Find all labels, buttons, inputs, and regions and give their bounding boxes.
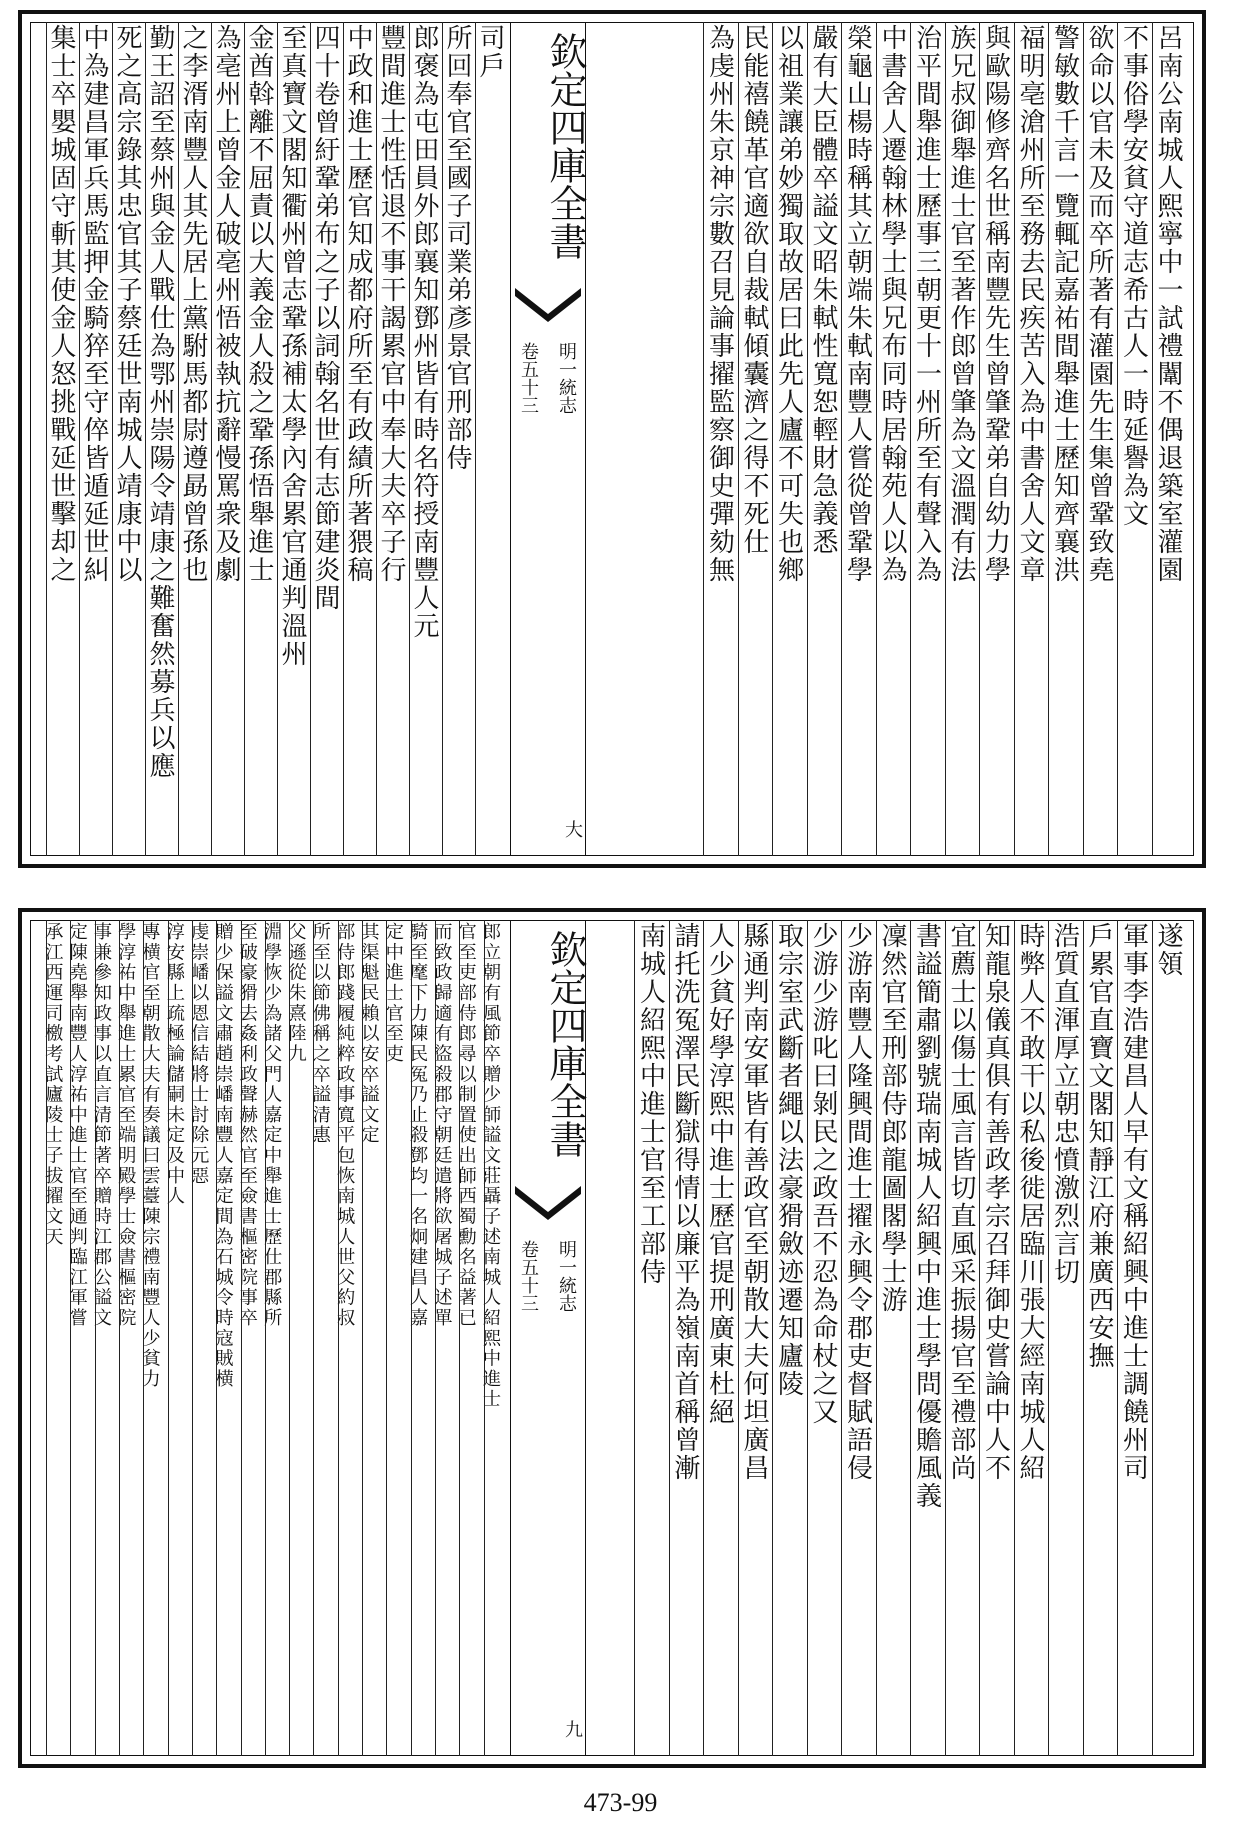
column-rule	[945, 920, 946, 1756]
column-rule	[807, 920, 808, 1756]
text-column: 父遜從朱熹陸九	[285, 922, 307, 1065]
series-title: 明一統志	[556, 1240, 577, 1312]
column-rule	[1152, 920, 1153, 1756]
text-column: 郎立朝有風節卒贈少師謚文莊聶子述南城人紹熙中進士	[479, 922, 501, 1410]
text-column: 欲命以官未及而卒所著有灌園先生集曾鞏致堯	[1084, 24, 1114, 584]
column-rule	[211, 22, 212, 856]
text-column: 承江西運司檄考試廬陵士子拔擢文天	[42, 922, 64, 1247]
text-column: 戶累官直寶文閣知靜江府兼廣西安撫	[1084, 922, 1114, 1370]
text-column: 為虔州朱京神宗數召見論事擢監察御史彈劾無	[704, 24, 735, 584]
column-rule	[192, 920, 193, 1756]
column-rule	[386, 920, 387, 1756]
column-rule	[910, 920, 911, 1756]
column-rule	[876, 22, 877, 856]
upper-book-page	[18, 10, 1206, 868]
volume-label: 卷五十三	[518, 1240, 539, 1312]
text-column: 遂領	[1153, 922, 1183, 978]
column-rule	[1152, 22, 1153, 856]
text-column: 定陳堯舉南豐人淳祐中進士官至通判臨江軍嘗	[66, 922, 88, 1329]
column-rule	[362, 920, 363, 1756]
text-column: 浩質直渾厚立朝忠憤激烈言切	[1049, 922, 1080, 1286]
column-rule	[807, 22, 808, 856]
text-column: 凜然官至刑部侍郎龍圖閣學士游	[877, 922, 907, 1314]
text-column: 虔崇嶓以恩信結將士討除元惡	[188, 922, 210, 1187]
text-column: 嚴有大臣體卒謚文昭朱軾性寬恕輕財急義悉	[808, 24, 838, 556]
column-rule	[841, 920, 842, 1756]
column-rule	[119, 920, 120, 1756]
text-column: 豐間進士性恬退不事干謁累官中奉大夫卒子行	[376, 24, 406, 584]
column-rule	[910, 22, 911, 856]
text-column: 郎褒為屯田員外郎襄知鄧州皆有時名符授南豐人元	[409, 24, 439, 640]
column-rule	[634, 920, 635, 1756]
text-column: 知龍泉儀真俱有善政孝宗召拜御史嘗論中人不	[980, 922, 1011, 1482]
text-column: 而致政歸適有盜殺郡守朝廷遣將欲屠城子述單	[431, 922, 453, 1329]
column-rule	[772, 22, 773, 856]
text-column: 縣通判南安軍皆有善政官至朝散大夫何坦廣昌	[739, 922, 769, 1482]
column-rule	[876, 920, 877, 1756]
text-column: 不事俗學安貧守道志希古人一時延譽為文	[1118, 24, 1149, 528]
text-column: 族兄叔御舉進士官至著作郎曾肇為文溫潤有法	[946, 24, 976, 584]
text-column: 中為建昌軍兵馬監押金騎猝至守倅皆遁延世糾	[79, 24, 109, 584]
text-column: 中政和進士歷官知成都府所至有政績所著猥稿	[343, 24, 373, 584]
text-column: 死之高宗錄其忠官其子蔡廷世南城人靖康中以	[112, 24, 142, 584]
text-column: 集士卒嬰城固守斬其使金人怒挑戰延世擊却之	[46, 24, 76, 584]
folio-number: 九	[562, 1720, 583, 1738]
column-rule	[277, 22, 278, 856]
text-column: 宜薦士以傷士風言皆切直風采振揚官至禮部尚	[946, 922, 976, 1482]
text-column: 呂南公南城人熙寧中一試禮闈不偶退築室灌園	[1153, 24, 1183, 584]
column-rule	[1083, 920, 1084, 1756]
series-title: 明一統志	[556, 342, 577, 414]
column-rule	[841, 22, 842, 856]
text-column: 民能禧饒革官適欲自裁軾傾囊濟之得不死仕	[739, 24, 769, 556]
text-column: 所至以節佛稱之卒謚清惠	[309, 922, 331, 1146]
text-column: 淵學恢少為諸父門人嘉定中舉進士歷仕郡縣所	[261, 922, 283, 1329]
text-column: 取宗室武斷者繩以法豪猾斂迹遷知廬陵	[773, 922, 804, 1398]
text-column: 榮龜山楊時稱其立朝端朱軾南豐人嘗從曾鞏學	[842, 24, 873, 584]
text-column: 淳安縣上疏極論儲嗣未定及中人	[163, 922, 185, 1207]
text-column: 定中進士官至吏	[382, 922, 404, 1065]
text-column: 人少貧好學淳熙中進士歷官提刑廣東杜絕	[704, 922, 735, 1426]
column-rule	[945, 22, 946, 856]
text-column: 金酋斡離不屈責以大義金人殺之鞏孫悟舉進士	[244, 24, 274, 584]
column-rule	[475, 22, 476, 856]
column-rule	[313, 920, 314, 1756]
text-column: 部侍郎踐履純粹政事寬平包恢南城人世父約叔	[334, 922, 356, 1329]
text-column: 治平間舉進士歷事三朝更十一州所至有聲入為	[911, 24, 942, 584]
text-column: 少游南豐人隆興間進士擢永興令郡吏督賦語侵	[842, 922, 873, 1482]
column-rule	[143, 920, 144, 1756]
column-rule	[168, 920, 169, 1756]
text-column: 學淳祐中舉進士累官至端明殿學士僉書樞密院	[115, 922, 137, 1329]
text-column: 事兼參知政事以直言清節著卒贈時江郡公謚文	[90, 922, 112, 1329]
text-column: 之李湑南豐人其先居上黨駙馬都尉遵勗曾孫也	[178, 24, 208, 584]
center-fold-column	[510, 22, 586, 856]
text-column: 福明亳滄州所至務去民疾苦入為中書舍人文章	[1015, 24, 1045, 584]
column-rule	[772, 920, 773, 1756]
column-rule	[738, 22, 739, 856]
text-column: 以祖業讓弟妙獨取故居曰此先人廬不可失也鄉	[773, 24, 804, 584]
volume-label: 卷五十三	[518, 342, 539, 414]
column-rule	[1117, 920, 1118, 1756]
text-column: 專横官至朝散大夫有奏議曰雲薹陳宗禮南豐人少貧力	[139, 922, 161, 1390]
text-column: 至破豪猾去姦利政聲赫然官至僉書樞密院事卒	[236, 922, 258, 1329]
text-column: 警敏數千言一覽輒記嘉祐間舉進士歷知齊襄洪	[1049, 24, 1080, 584]
text-column: 四十卷曾紆鞏弟布之子以詞翰名世有志節建炎間	[310, 24, 340, 612]
column-rule	[376, 22, 377, 856]
text-column: 南城人紹熙中進士官至工部侍	[635, 922, 666, 1286]
text-column: 中書舍人遷翰林學士與兄布同時居翰苑人以為	[877, 24, 907, 584]
column-rule	[95, 920, 96, 1756]
text-column: 至真寶文閣知衢州曾志鞏孫補太學內舍累官通判溫州	[277, 24, 307, 668]
column-rule	[46, 920, 47, 1756]
column-rule	[310, 22, 311, 856]
text-column: 少游少游叱曰剝民之政吾不忍為命杖之又	[808, 922, 838, 1426]
column-rule	[409, 22, 410, 856]
text-column: 司戶	[475, 24, 505, 80]
text-column: 為亳州上曾金人破亳州悟被執抗辭慢罵衆及劇	[211, 24, 241, 584]
column-rule	[145, 22, 146, 856]
column-rule	[1048, 920, 1049, 1756]
column-rule	[178, 22, 179, 856]
column-rule	[46, 22, 47, 856]
column-rule	[1048, 22, 1049, 856]
column-rule	[979, 22, 980, 856]
lower-book-page	[18, 908, 1206, 1768]
footer-page-number: 473-99	[583, 1788, 658, 1817]
text-column: 時弊人不敢干以私後徙居臨川張大經南城人紹	[1015, 922, 1045, 1482]
text-column: 與歐陽修齊名世稱南豐先生曾肇鞏弟自幼力學	[980, 24, 1011, 584]
column-rule	[669, 920, 670, 1756]
column-rule	[738, 920, 739, 1756]
text-column: 軍事李浩建昌人早有文稱紹興中進士調饒州司	[1118, 922, 1149, 1482]
center-fold-column	[510, 920, 586, 1756]
column-rule	[79, 22, 80, 856]
column-rule	[343, 22, 344, 856]
column-rule	[435, 920, 436, 1756]
column-rule	[1014, 22, 1015, 856]
column-rule	[241, 920, 242, 1756]
text-column: 騎至麾下力陳民冤乃止殺鄧均一名炯建昌人嘉	[407, 922, 429, 1329]
column-rule	[459, 920, 460, 1756]
column-rule	[703, 920, 704, 1756]
column-rule	[703, 22, 704, 856]
column-rule	[289, 920, 290, 1756]
column-rule	[70, 920, 71, 1756]
text-column: 所回奉官至國子司業弟彥景官刑部侍	[442, 24, 472, 472]
fish-tail-mark	[513, 284, 583, 324]
column-rule	[1117, 22, 1118, 856]
folio-number: 大	[562, 820, 583, 838]
column-rule	[216, 920, 217, 1756]
text-column: 其渠魁民賴以安卒謚文定	[358, 922, 380, 1146]
text-column: 書謚簡肅劉號瑞南城人紹興中進士學問優贍風義	[911, 922, 942, 1510]
column-rule	[1014, 920, 1015, 1756]
column-rule	[442, 22, 443, 856]
column-rule	[244, 22, 245, 856]
column-rule	[265, 920, 266, 1756]
text-column: 請托洗冤澤民斷獄得情以廉平為嶺南首稱曾漸	[670, 922, 700, 1482]
column-rule	[1083, 22, 1084, 856]
column-rule	[484, 920, 485, 1756]
column-rule	[411, 920, 412, 1756]
column-rule	[979, 920, 980, 1756]
text-column: 官至吏部侍郎尋以制置使出師西蜀勳名益著已	[455, 922, 477, 1329]
text-column: 勤王詔至蔡州與金人戰仕為鄂州崇陽令靖康之難奮然募兵以應	[145, 24, 175, 780]
fish-tail-mark	[513, 1182, 583, 1222]
text-column: 贈少保謚文肅趙崇嶓南豐人嘉定間為石城令時寇賊横	[212, 922, 234, 1390]
book-title: 欽定四庫全書	[543, 930, 587, 1158]
book-title: 欽定四庫全書	[543, 32, 587, 260]
column-rule	[338, 920, 339, 1756]
column-rule	[112, 22, 113, 856]
